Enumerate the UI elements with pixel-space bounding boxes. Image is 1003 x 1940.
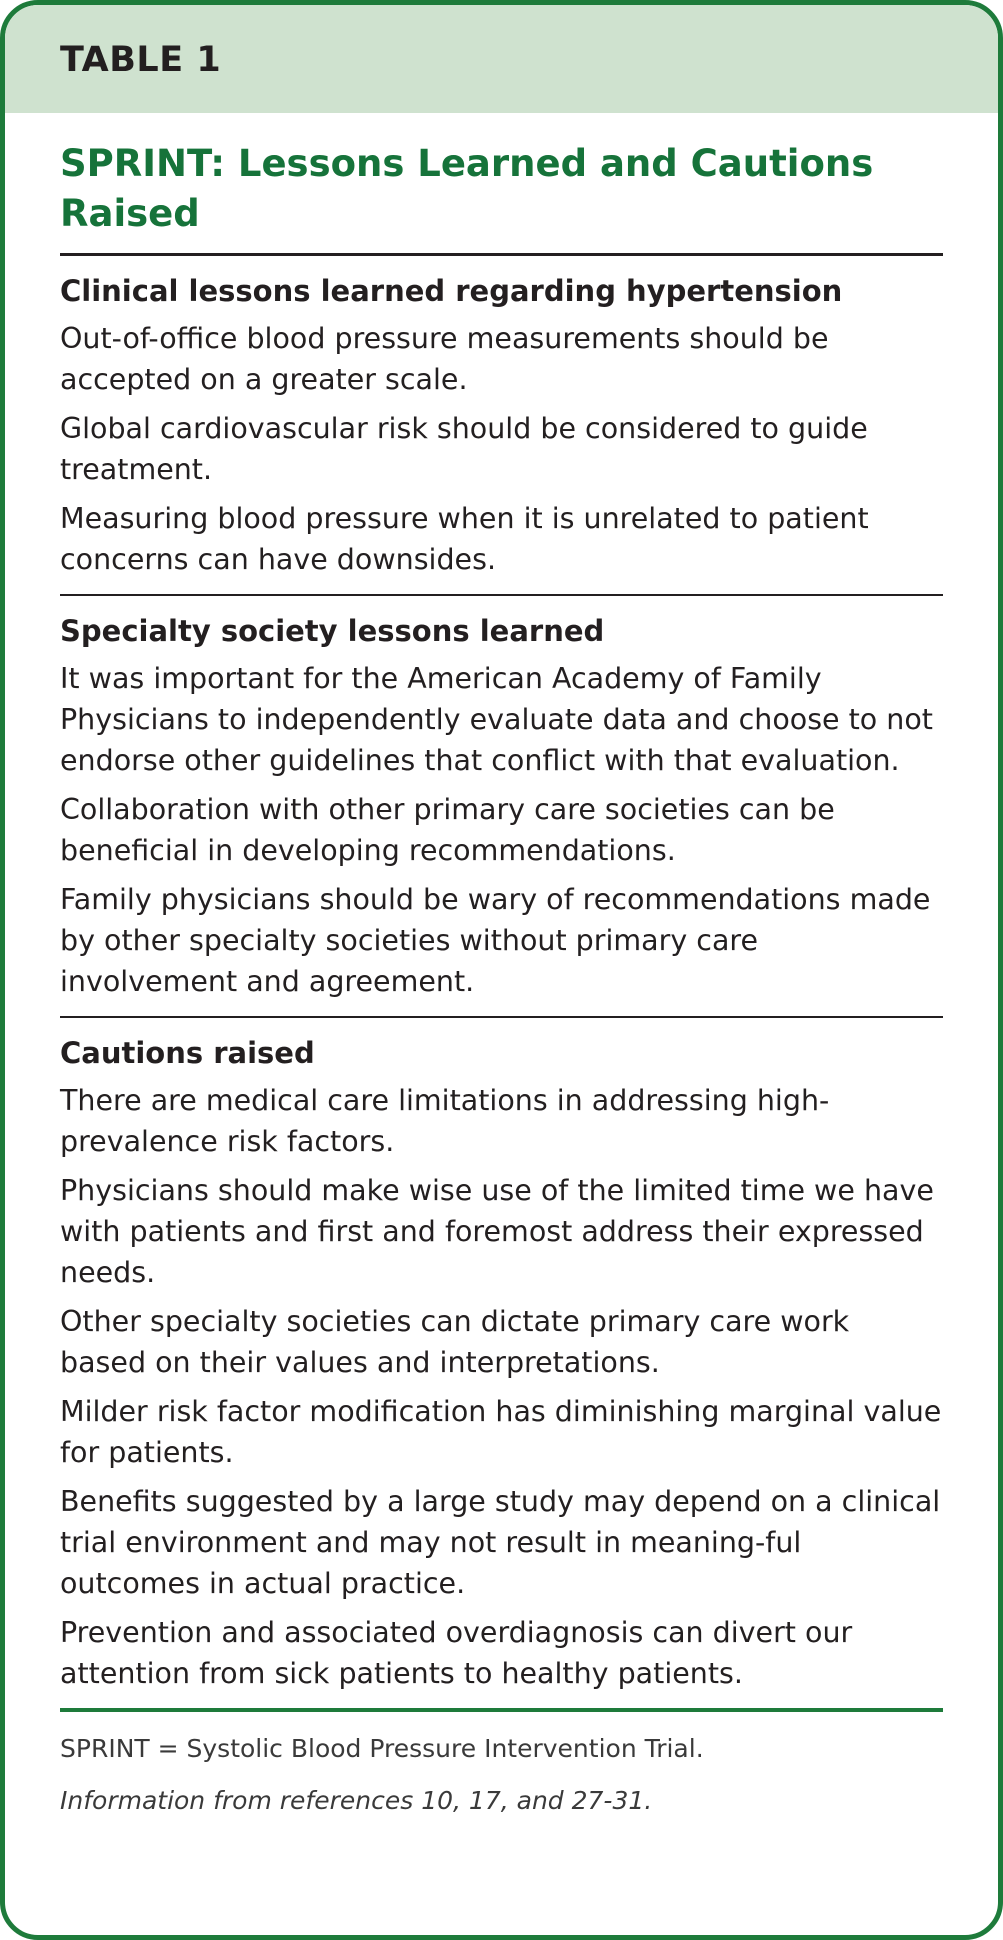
list-item: Out-of-office blood pressure measurements should be accepted on a greater scale. <box>60 322 829 396</box>
section-heading: Specialty society lessons learned <box>60 614 605 648</box>
section-clinical-lessons <box>60 256 943 594</box>
list-item: Other specialty societies can dictate primary care work based on their values and interpretations. <box>60 1305 850 1379</box>
footnotes <box>60 1712 943 1818</box>
list-item: Physicians should make wise use of the limited time we have with patients and first and foremost address their expressed needs. <box>60 1174 934 1289</box>
source-footnote: Information from references 10, 17, and 27-31. <box>60 1786 653 1815</box>
table-content <box>5 113 998 1818</box>
table-header-band <box>5 5 998 113</box>
list-item: Collaboration with other primary care societies can be beneficial in developing recommendations. <box>60 793 835 867</box>
section-heading: Cautions raised <box>60 1036 315 1070</box>
list-item: Milder risk factor modification has diminishing marginal value for patients. <box>60 1395 942 1469</box>
abbreviation-footnote: SPRINT = Systolic Blood Pressure Intervention Trial. <box>60 1734 704 1763</box>
list-item: Benefits suggested by a large study may depend on a clinical trial environment and may not result in meaning-ful outcomes in actual practice. <box>60 1485 941 1600</box>
table-label: TABLE 1 <box>60 40 222 80</box>
table-title: SPRINT: Lessons Learned and Cautions Raised <box>60 142 874 235</box>
list-item: Global cardiovascular risk should be considered to guide treatment. <box>60 412 868 486</box>
list-item: Family physicians should be wary of recommendations made by other specialty societies without primary care involvement and agreement. <box>60 883 931 998</box>
section-heading: Clinical lessons learned regarding hypertension <box>60 274 843 308</box>
section-specialty-society-lessons <box>60 596 943 1016</box>
list-item: It was important for the American Academy of Family Physicians to independently evaluate data and choose to not endorse other guidelines that conflict with that evaluation. <box>60 662 933 777</box>
list-item: Prevention and associated overdiagnosis can divert our attention from sick patients to healthy patients. <box>60 1616 853 1690</box>
section-cautions-raised <box>60 1018 943 1708</box>
list-item: There are medical care limitations in addressing high-prevalence risk factors. <box>60 1084 830 1158</box>
list-item: Measuring blood pressure when it is unrelated to patient concerns can have downsides. <box>60 502 869 576</box>
